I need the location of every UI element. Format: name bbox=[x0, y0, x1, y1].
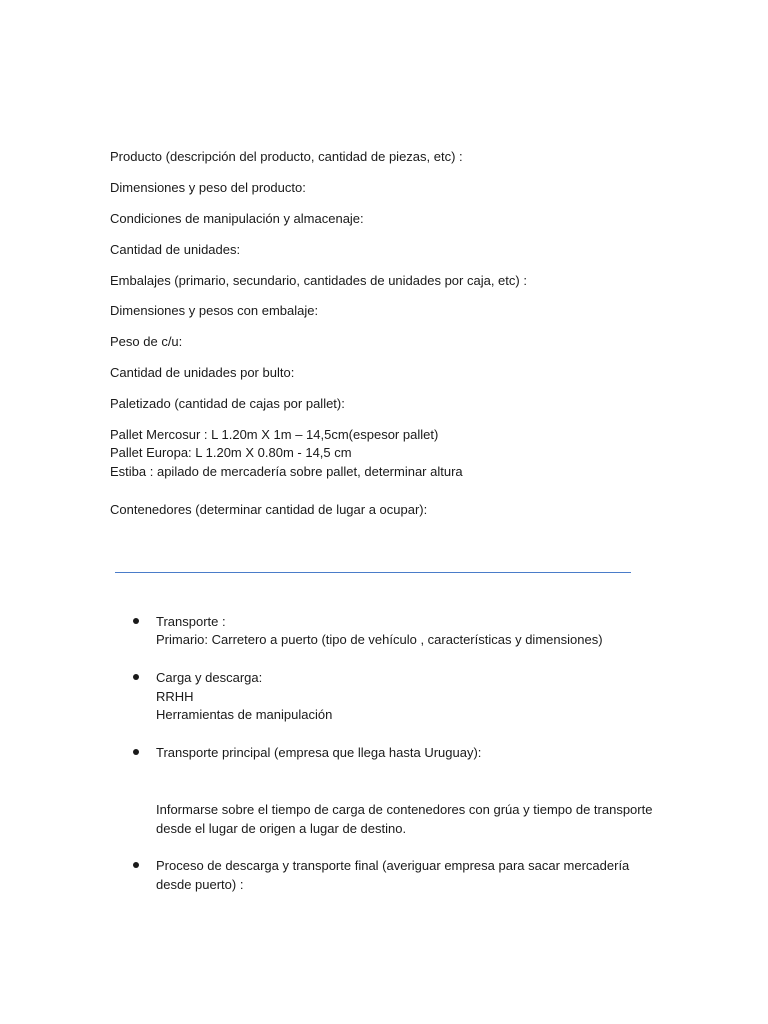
pallet-estiba: Estiba : apilado de mercadería sobre pallet, determinar altura bbox=[110, 464, 463, 479]
bullet-principal-title: Transporte principal (empresa que llega hasta Uruguay): bbox=[156, 745, 482, 760]
field-contenedores: Contenedores (determinar cantidad de lugar a ocupar): bbox=[110, 502, 428, 517]
field-paletizado: Paletizado (cantidad de cajas por pallet): bbox=[110, 396, 345, 411]
bullet-carga-herramientas: Herramientas de manipulación bbox=[156, 707, 333, 722]
bullet-dot bbox=[133, 674, 139, 680]
field-dimensiones-peso: Dimensiones y peso del producto: bbox=[110, 180, 306, 195]
bullet-dot bbox=[133, 618, 139, 624]
bullet-transporte-title: Transporte : bbox=[156, 614, 226, 629]
field-peso-cu: Peso de c/u: bbox=[110, 334, 183, 349]
bullet-principal-note-2: desde el lugar de origen a lugar de destino. bbox=[156, 821, 407, 836]
bullet-proceso-title: Proceso de descarga y transporte final (averiguar empresa para sacar mercadería bbox=[156, 858, 630, 873]
bullet-carga-title: Carga y descarga: bbox=[156, 670, 263, 685]
bullet-transporte-primario: Primario: Carretero a puerto (tipo de vehículo , características y dimensiones) bbox=[156, 632, 603, 647]
field-embalajes: Embalajes (primario, secundario, cantidades de unidades por caja, etc) : bbox=[110, 273, 527, 288]
horizontal-divider bbox=[115, 572, 631, 573]
field-producto: Producto (descripción del producto, cantidad de piezas, etc) : bbox=[110, 149, 463, 164]
pallet-europa: Pallet Europa: L 1.20m X 0.80m - 14,5 cm bbox=[110, 445, 352, 460]
field-unidades-bulto: Cantidad de unidades por bulto: bbox=[110, 365, 295, 380]
pallet-mercosur: Pallet Mercosur : L 1.20m X 1m – 14,5cm(espesor pallet) bbox=[110, 427, 439, 442]
bullet-proceso-line2: desde puerto) : bbox=[156, 877, 244, 892]
field-cantidad-unidades: Cantidad de unidades: bbox=[110, 242, 241, 257]
bullet-dot bbox=[133, 862, 139, 868]
bullet-dot bbox=[133, 749, 139, 755]
bullet-carga-rrhh: RRHH bbox=[156, 689, 194, 704]
field-condiciones: Condiciones de manipulación y almacenaje: bbox=[110, 211, 364, 226]
field-dimensiones-embalaje: Dimensiones y pesos con embalaje: bbox=[110, 303, 319, 318]
bullet-principal-note-1: Informarse sobre el tiempo de carga de contenedores con grúa y tiempo de transporte bbox=[156, 802, 653, 817]
